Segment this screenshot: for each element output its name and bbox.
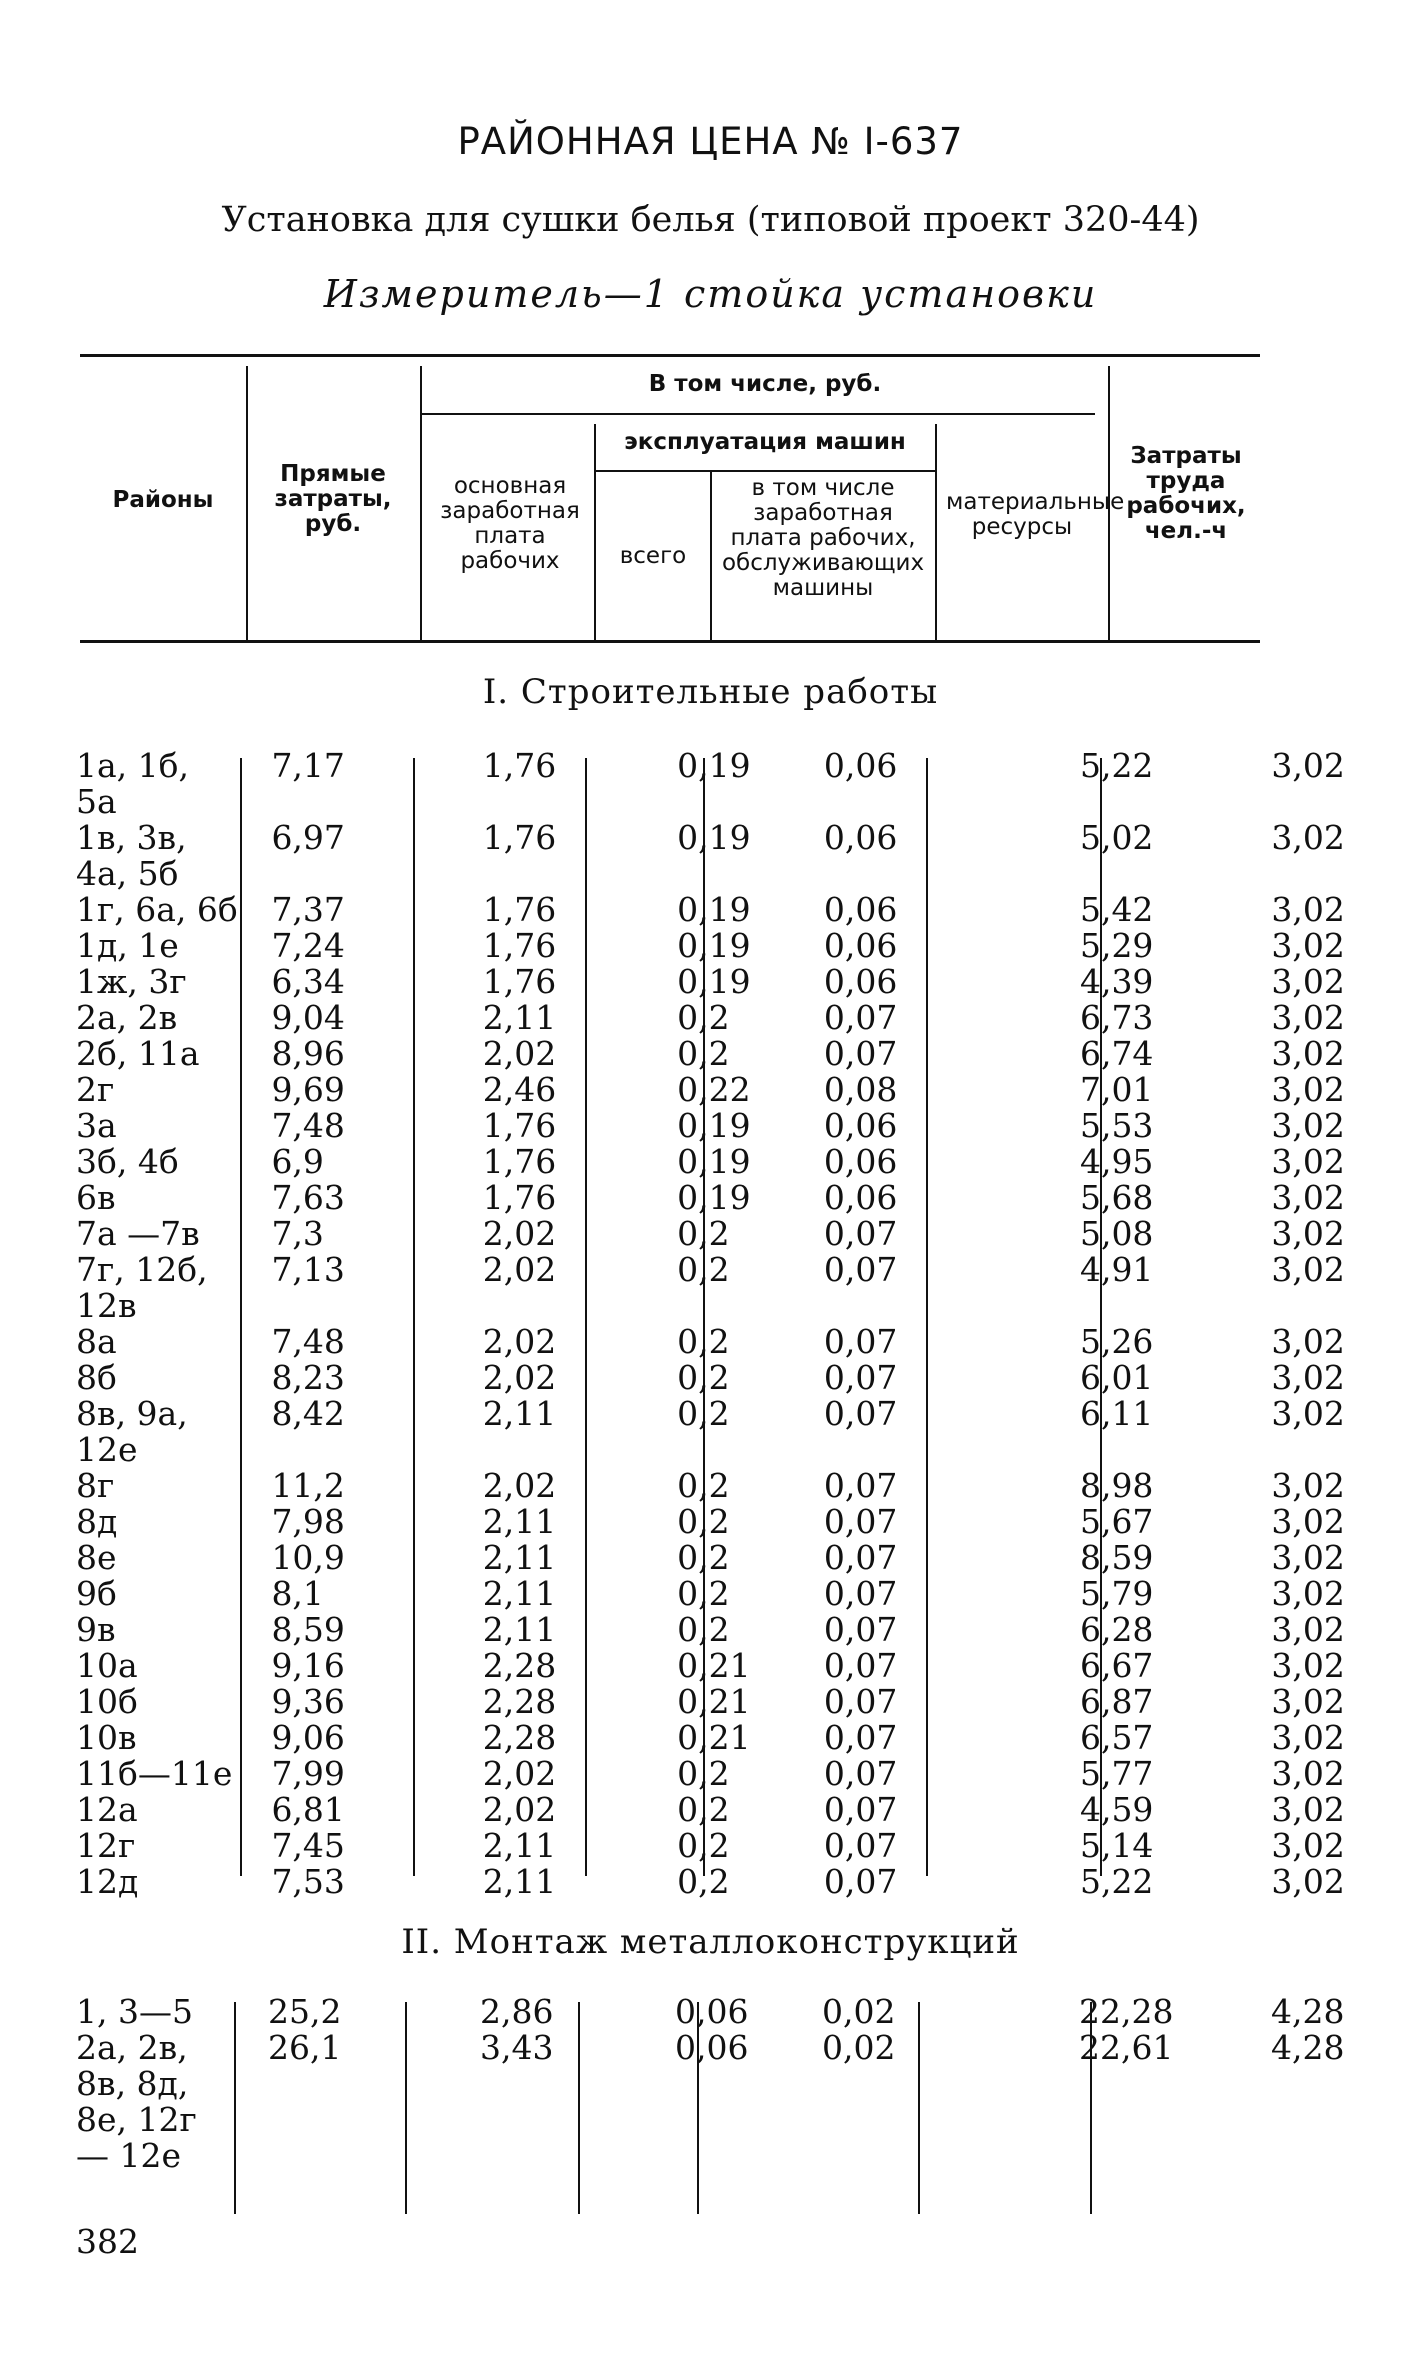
machine-wage-cell: 0,07 (823, 1574, 898, 1613)
table-row (0, 1756, 1421, 1792)
machine-wage-cell: 0,07 (823, 1322, 898, 1361)
table-row (0, 1576, 1421, 1612)
machine-total-cell: 0,21 (677, 1646, 751, 1685)
table-row (0, 1036, 1421, 1072)
machine-wage-cell: 0,07 (823, 1754, 898, 1793)
materials-cell: 8,59 (1079, 1538, 1154, 1577)
machine-wage-cell: 0,06 (823, 1178, 898, 1217)
direct-cost-cell: 8,96 (271, 1034, 345, 1073)
header-bottom-rule (80, 640, 1260, 643)
machine-total-cell: 0,21 (677, 1718, 751, 1757)
section-title-metal: II. Монтаж металлоконструкций (401, 1922, 1020, 1962)
header-vline-5 (935, 424, 937, 640)
direct-cost-cell: 7,48 (271, 1106, 345, 1145)
direct-cost-cell: 10,9 (271, 1538, 345, 1577)
materials-cell: 6,28 (1079, 1610, 1154, 1649)
base-wage-cell: 2,28 (482, 1646, 557, 1685)
direct-cost-cell: 6,81 (271, 1790, 345, 1829)
col-machines-header: эксплуатация машин (624, 429, 906, 455)
machine-total-cell: 0,19 (677, 746, 751, 785)
region-cell: 12г (76, 1826, 136, 1865)
base-wage-cell: 2,02 (482, 1790, 557, 1829)
col-regions-header: Районы (112, 487, 214, 513)
machine-total-cell: 0,2 (677, 1610, 730, 1649)
table-row (0, 1684, 1421, 1720)
machine-total-cell: 0,2 (677, 1538, 730, 1577)
base-wage-cell: 2,11 (482, 1538, 557, 1577)
table-row (0, 1468, 1421, 1504)
labor-cell: 3,02 (1271, 926, 1345, 965)
including-rule (420, 413, 1095, 415)
header-top-rule (80, 354, 1260, 357)
labor-cell: 3,02 (1271, 998, 1345, 1037)
labor-cell: 3,02 (1271, 1178, 1345, 1217)
page-number: 382 (76, 2222, 139, 2261)
machines-rule (595, 470, 935, 472)
labor-cell: 3,02 (1271, 746, 1345, 785)
materials-cell: 5,02 (1079, 818, 1154, 857)
region-cell: 6в (76, 1178, 116, 1217)
machine-total-cell: 0,22 (677, 1070, 751, 1109)
machine-wage-cell: 0,02 (822, 2028, 896, 2067)
table-row (0, 1648, 1421, 1684)
table-row (0, 1720, 1421, 1756)
base-wage-cell: 2,11 (482, 1862, 557, 1901)
region-cell: 1г, 6а, 6б (76, 890, 238, 929)
base-wage-cell: 2,02 (482, 1466, 557, 1505)
machine-wage-cell: 0,07 (823, 1034, 898, 1073)
materials-cell: 4,39 (1079, 962, 1154, 1001)
machine-wage-cell: 0,06 (823, 746, 898, 785)
materials-cell: 5,68 (1079, 1178, 1154, 1217)
labor-cell: 3,02 (1271, 1142, 1345, 1181)
col-labor-header (1116, 444, 1256, 544)
materials-cell: 6,87 (1079, 1682, 1154, 1721)
table-row (0, 1144, 1421, 1180)
labor-cell: 3,02 (1271, 1718, 1345, 1757)
labor-cell: 3,02 (1271, 1682, 1345, 1721)
machine-total-cell: 0,2 (677, 1754, 730, 1793)
machine-total-cell: 0,2 (677, 1250, 730, 1289)
machine-wage-cell: 0,08 (823, 1070, 898, 1109)
table-row (0, 1396, 1421, 1468)
table-row (0, 1792, 1421, 1828)
table-row (0, 1612, 1421, 1648)
region-cell: 9в (76, 1610, 116, 1649)
direct-cost-cell: 9,36 (271, 1682, 345, 1721)
labor-cell: 3,02 (1271, 1862, 1345, 1901)
region-cell: 2б, 11а (76, 1034, 200, 1073)
labor-cell: 3,02 (1271, 1070, 1345, 1109)
header-vline-1 (246, 366, 248, 640)
machine-wage-cell: 0,07 (823, 1538, 898, 1577)
machine-wage-cell: 0,07 (823, 1718, 898, 1757)
base-wage-cell: 2,02 (482, 1754, 557, 1793)
labor-cell: 3,02 (1271, 1574, 1345, 1613)
base-wage-cell: 2,11 (482, 1610, 557, 1649)
materials-cell: 5,67 (1079, 1502, 1154, 1541)
materials-cell: 6,73 (1079, 998, 1154, 1037)
labor-cell: 3,02 (1271, 890, 1345, 929)
base-wage-cell: 2,86 (480, 1992, 554, 2031)
materials-cell: 4,59 (1079, 1790, 1154, 1829)
base-wage-cell: 2,11 (482, 1394, 557, 1433)
direct-cost-cell: 8,59 (271, 1610, 345, 1649)
direct-cost-cell: 9,04 (271, 998, 345, 1037)
table-row (0, 1216, 1421, 1252)
labor-cell: 3,02 (1271, 1034, 1345, 1073)
base-wage-cell: 1,76 (482, 890, 557, 929)
table-row (0, 748, 1421, 820)
base-wage-cell: 2,02 (482, 1250, 557, 1289)
base-wage-cell: 2,46 (482, 1070, 557, 1109)
table-row (0, 1504, 1421, 1540)
base-wage-cell: 2,11 (482, 1502, 557, 1541)
materials-cell: 6,67 (1079, 1646, 1154, 1685)
labor-cell: 3,02 (1271, 1214, 1345, 1253)
materials-cell: 5,22 (1079, 746, 1154, 785)
machine-total-cell: 0,19 (677, 890, 751, 929)
materials-cell: 4,95 (1079, 1142, 1154, 1181)
labor-cell: 3,02 (1271, 1394, 1345, 1433)
machine-wage-cell: 0,07 (823, 1682, 898, 1721)
materials-cell: 5,79 (1079, 1574, 1154, 1613)
region-cell: 1, 3—5 (76, 1992, 193, 2031)
machine-wage-cell: 0,07 (823, 1214, 898, 1253)
machine-total-cell: 0,19 (677, 1106, 751, 1145)
direct-cost-cell: 7,24 (271, 926, 345, 965)
table-row (0, 1994, 1421, 2030)
table-row (0, 1540, 1421, 1576)
labor-cell: 4,28 (1271, 2028, 1345, 2067)
machine-wage-cell: 0,06 (823, 1142, 898, 1181)
base-wage-cell: 1,76 (482, 962, 557, 1001)
base-wage-cell: 1,76 (482, 818, 557, 857)
materials-cell: 7,01 (1079, 1070, 1154, 1109)
machine-wage-cell: 0,07 (823, 1250, 898, 1289)
machine-total-cell: 0,19 (677, 962, 751, 1001)
materials-cell: 22,61 (1079, 2028, 1174, 2067)
machine-wage-cell: 0,07 (823, 1502, 898, 1541)
materials-cell: 5,14 (1079, 1826, 1154, 1865)
region-cell: 3б, 4б (76, 1142, 179, 1181)
materials-cell: 5,77 (1079, 1754, 1154, 1793)
table-row (0, 1000, 1421, 1036)
direct-cost-cell: 7,3 (271, 1214, 324, 1253)
direct-cost-cell: 6,9 (271, 1142, 324, 1181)
table-row (0, 820, 1421, 892)
table-row (0, 2030, 1421, 2174)
labor-cell: 3,02 (1271, 1610, 1345, 1649)
base-wage-cell: 1,76 (482, 1106, 557, 1145)
machine-total-cell: 0,21 (677, 1682, 751, 1721)
direct-costs-label: Прямые затраты, руб. (274, 461, 392, 537)
measure-unit: Измеритель—1 стойка установки (323, 272, 1098, 316)
col-base-wage-header (430, 474, 590, 574)
direct-cost-cell: 6,97 (271, 818, 345, 857)
labor-cell: 3,02 (1271, 1466, 1345, 1505)
machine-total-cell: 0,2 (677, 1574, 730, 1613)
region-cell: 8б (76, 1358, 117, 1397)
direct-cost-cell: 7,53 (271, 1862, 345, 1901)
machine-total-cell: 0,06 (675, 2028, 749, 2067)
base-wage-cell: 3,43 (480, 2028, 554, 2067)
region-cell: 1а, 1б, 5а (76, 746, 190, 821)
machine-total-cell: 0,2 (677, 1358, 730, 1397)
region-cell: 10а (76, 1646, 138, 1685)
col-materials-header (946, 489, 1125, 540)
machine-wage-cell: 0,07 (823, 998, 898, 1037)
labor-cell: 3,02 (1271, 1250, 1345, 1289)
direct-cost-cell: 9,16 (271, 1646, 345, 1685)
table-row (0, 1072, 1421, 1108)
machine-wage-cell: 0,07 (823, 1394, 898, 1433)
labor-cell: 3,02 (1271, 1358, 1345, 1397)
header-vline-4 (710, 472, 712, 640)
direct-cost-cell: 7,63 (271, 1178, 345, 1217)
direct-cost-cell: 7,45 (271, 1826, 345, 1865)
labor-cell: 3,02 (1271, 1538, 1345, 1577)
direct-cost-cell: 9,06 (271, 1718, 345, 1757)
region-cell: 2а, 2в (76, 998, 178, 1037)
machine-wage-cell: 0,06 (823, 1106, 898, 1145)
materials-cell: 5,26 (1079, 1322, 1154, 1361)
region-cell: 8в, 9а, 12е (76, 1394, 188, 1469)
direct-cost-cell: 7,98 (271, 1502, 345, 1541)
table-row (0, 1828, 1421, 1864)
machine-total-cell: 0,19 (677, 926, 751, 965)
direct-cost-cell: 7,13 (271, 1250, 345, 1289)
base-wage-cell: 2,02 (482, 1358, 557, 1397)
machine-total-cell: 0,2 (677, 1502, 730, 1541)
machine-wage-cell: 0,06 (823, 818, 898, 857)
labor-cell: 3,02 (1271, 962, 1345, 1001)
machine-total-cell: 0,19 (677, 1178, 751, 1217)
base-wage-cell: 2,11 (482, 1574, 557, 1613)
col-including-header: В том числе, руб. (648, 371, 882, 397)
region-cell: 7г, 12б, 12в (76, 1250, 208, 1325)
labor-cell: 3,02 (1271, 1790, 1345, 1829)
materials-cell: 22,28 (1079, 1992, 1174, 2031)
region-cell: 9б (76, 1574, 117, 1613)
region-cell: 12а (76, 1790, 138, 1829)
machine-wage-cell: 0,02 (822, 1992, 896, 2031)
base-wage-cell: 1,76 (482, 746, 557, 785)
table-row (0, 1252, 1421, 1324)
direct-cost-cell: 7,17 (271, 746, 345, 785)
direct-cost-cell: 11,2 (271, 1466, 345, 1505)
table-row (0, 1180, 1421, 1216)
machine-wage-cell: 0,07 (823, 1826, 898, 1865)
machine-total-cell: 0,2 (677, 1790, 730, 1829)
region-cell: 1в, 3в, 4а, 5б (76, 818, 187, 893)
base-wage-cell: 1,76 (482, 1142, 557, 1181)
machine-total-cell: 0,2 (677, 1214, 730, 1253)
col-direct-costs-header (258, 462, 408, 537)
table-row (0, 1108, 1421, 1144)
machine-wage-cell: 0,07 (823, 1610, 898, 1649)
table-row (0, 964, 1421, 1000)
labor-cell: 3,02 (1271, 1106, 1345, 1145)
labor-cell: 3,02 (1271, 1826, 1345, 1865)
materials-label: материальные ресурсы (946, 489, 1125, 540)
machine-total-cell: 0,19 (677, 1142, 751, 1181)
table-row (0, 1864, 1421, 1900)
machine-total-cell: 0,19 (677, 818, 751, 857)
materials-cell: 5,22 (1079, 1862, 1154, 1901)
machine-total-cell: 0,2 (677, 1826, 730, 1865)
region-cell: 10в (76, 1718, 137, 1757)
machine-total-cell: 0,2 (677, 1322, 730, 1361)
col-machine-wage-header (716, 476, 930, 601)
col-total-header: всего (619, 543, 687, 569)
metal-table (0, 1994, 1421, 2174)
machine-wage-cell: 0,07 (823, 1466, 898, 1505)
table-row (0, 1360, 1421, 1396)
direct-cost-cell: 8,23 (271, 1358, 345, 1397)
region-cell: 11б—11е (76, 1754, 233, 1793)
machine-wage-cell: 0,06 (823, 962, 898, 1001)
machine-total-cell: 0,06 (675, 1992, 749, 2031)
region-cell: 1ж, 3г (76, 962, 187, 1001)
machine-wage-label: в том числе заработная плата рабочих, обслуживающих машины (721, 475, 925, 601)
machine-total-cell: 0,2 (677, 998, 730, 1037)
table-row (0, 892, 1421, 928)
labor-cell: 3,02 (1271, 1754, 1345, 1793)
header-vline-3 (594, 424, 596, 640)
region-cell: 2г (76, 1070, 115, 1109)
labor-cell: 3,02 (1271, 818, 1345, 857)
direct-cost-cell: 8,42 (271, 1394, 345, 1433)
base-wage-cell: 2,11 (482, 998, 557, 1037)
direct-cost-cell: 7,99 (271, 1754, 345, 1793)
direct-cost-cell: 9,69 (271, 1070, 345, 1109)
direct-cost-cell: 25,2 (268, 1992, 342, 2031)
machine-wage-cell: 0,06 (823, 890, 898, 929)
machine-wage-cell: 0,07 (823, 1862, 898, 1901)
region-cell: 8е (76, 1538, 117, 1577)
machine-wage-cell: 0,07 (823, 1790, 898, 1829)
machine-total-cell: 0,2 (677, 1862, 730, 1901)
materials-cell: 5,42 (1079, 890, 1154, 929)
labor-cell: 4,28 (1271, 1992, 1345, 2031)
machine-wage-cell: 0,06 (823, 926, 898, 965)
direct-cost-cell: 8,1 (271, 1574, 324, 1613)
base-wage-cell: 2,02 (482, 1322, 557, 1361)
machine-total-cell: 0,2 (677, 1466, 730, 1505)
base-wage-cell: 2,11 (482, 1826, 557, 1865)
table-row (0, 1324, 1421, 1360)
materials-cell: 6,01 (1079, 1358, 1154, 1397)
machine-total-cell: 0,2 (677, 1034, 730, 1073)
machine-wage-cell: 0,07 (823, 1646, 898, 1685)
region-cell: 3а (76, 1106, 117, 1145)
base-wage-label: основная заработная плата рабочих (440, 473, 580, 574)
base-wage-cell: 1,76 (482, 1178, 557, 1217)
direct-cost-cell: 7,48 (271, 1322, 345, 1361)
table-row (0, 928, 1421, 964)
base-wage-cell: 2,02 (482, 1034, 557, 1073)
materials-cell: 5,53 (1079, 1106, 1154, 1145)
materials-cell: 8,98 (1079, 1466, 1154, 1505)
direct-cost-cell: 26,1 (268, 2028, 342, 2067)
header-vline-2 (420, 366, 422, 640)
materials-cell: 5,29 (1079, 926, 1154, 965)
region-cell: 1д, 1е (76, 926, 179, 965)
labor-cell: 3,02 (1271, 1502, 1345, 1541)
section-title-construction: I. Строительные работы (482, 672, 939, 712)
region-cell: 10б (76, 1682, 138, 1721)
base-wage-cell: 2,02 (482, 1214, 557, 1253)
materials-cell: 6,74 (1079, 1034, 1154, 1073)
labor-label: Затраты труда рабочих, чел.-ч (1126, 443, 1246, 544)
labor-cell: 3,02 (1271, 1322, 1345, 1361)
region-cell: 8а (76, 1322, 117, 1361)
materials-cell: 4,91 (1079, 1250, 1154, 1289)
region-cell: 7а —7в (76, 1214, 200, 1253)
region-cell: 8г (76, 1466, 115, 1505)
materials-cell: 6,11 (1079, 1394, 1154, 1433)
machine-total-cell: 0,2 (677, 1394, 730, 1433)
base-wage-cell: 1,76 (482, 926, 557, 965)
machine-wage-cell: 0,07 (823, 1358, 898, 1397)
price-subtitle: Установка для сушки белья (типовой проект 320-44) (221, 200, 1200, 240)
materials-cell: 6,57 (1079, 1718, 1154, 1757)
direct-cost-cell: 7,37 (271, 890, 345, 929)
region-cell: 8д (76, 1502, 118, 1541)
price-title: РАЙОННАЯ ЦЕНА № I-637 (457, 120, 964, 163)
base-wage-cell: 2,28 (482, 1682, 557, 1721)
region-cell: 12д (76, 1862, 139, 1901)
labor-cell: 3,02 (1271, 1646, 1345, 1685)
direct-cost-cell: 6,34 (271, 962, 345, 1001)
construction-table (0, 748, 1421, 1900)
materials-cell: 5,08 (1079, 1214, 1154, 1253)
base-wage-cell: 2,28 (482, 1718, 557, 1757)
region-cell: 2а, 2в, 8в, 8д, 8е, 12г — 12е (76, 2028, 197, 2175)
